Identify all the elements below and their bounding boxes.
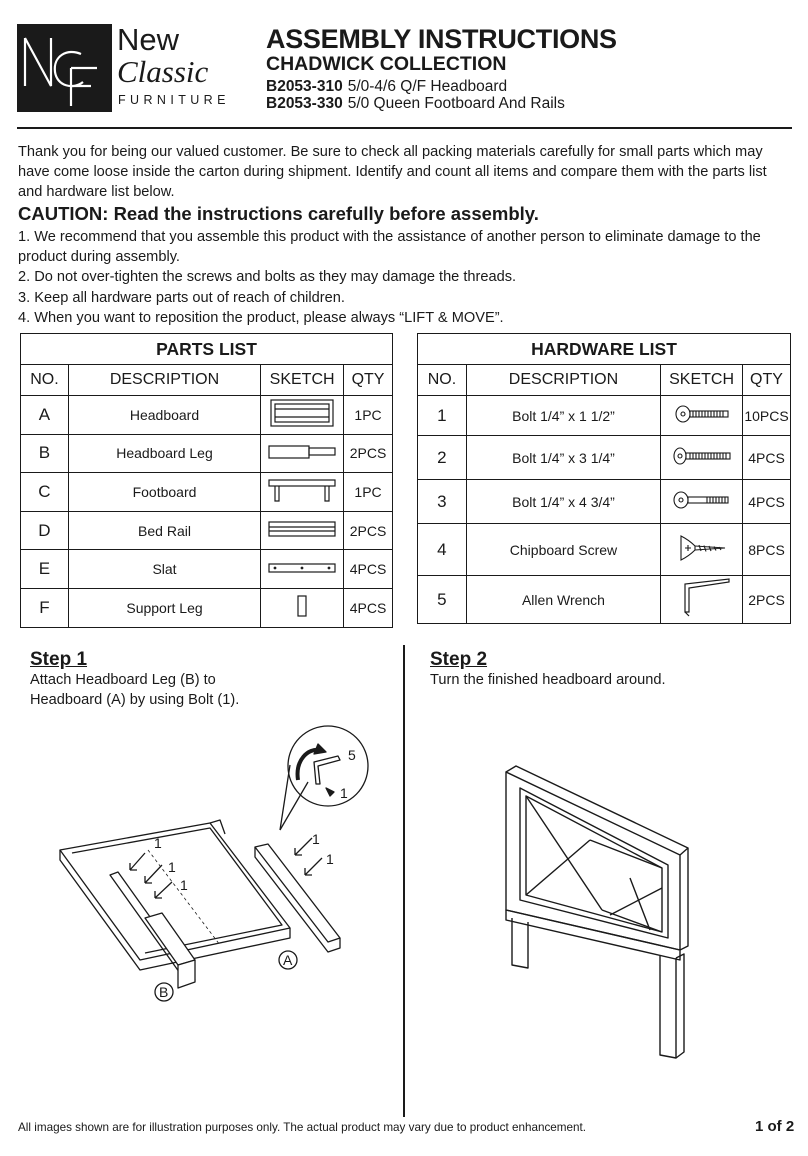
col-header-no: NO.	[21, 365, 69, 396]
part-b-label: B	[159, 984, 169, 1000]
bolt-long-icon	[661, 480, 743, 524]
header-divider	[17, 127, 792, 129]
part-qty: 1PC	[344, 473, 393, 512]
parts-list-title: PARTS LIST	[21, 334, 393, 365]
col-header-sketch: SKETCH	[661, 365, 743, 396]
part-desc: Slat	[68, 550, 260, 589]
step-1-line: Headboard (A) by using Bolt (1).	[30, 692, 240, 708]
ncf-monogram-logo	[17, 24, 112, 112]
rule-item: 4. When you want to reposition the product, please always “LIFT & MOVE”.	[18, 309, 504, 326]
part-a-label: A	[283, 952, 293, 968]
instruction-rules	[18, 227, 793, 328]
part-no: D	[21, 511, 69, 550]
col-header-no: NO.	[418, 365, 467, 396]
bolt-label: 1	[326, 851, 334, 867]
table-row	[21, 434, 393, 473]
col-header-description: DESCRIPTION	[466, 365, 660, 396]
hardware-no: 1	[418, 396, 467, 436]
hardware-desc: Bolt 1/4” x 3 1/4”	[466, 436, 660, 480]
hardware-qty: 8PCS	[742, 524, 790, 576]
model-line-2	[266, 95, 565, 113]
headboard-leg-sketch-icon	[261, 434, 344, 473]
allen-wrench-icon	[661, 576, 743, 624]
rule-item: 3. Keep all hardware parts out of reach of children.	[18, 289, 345, 306]
part-qty: 2PCS	[344, 511, 393, 550]
col-header-qty: QTY	[344, 365, 393, 396]
page-number: 1 of 2	[755, 1118, 795, 1135]
model-code: B2053-310	[266, 78, 343, 95]
hardware-qty: 4PCS	[742, 480, 790, 524]
table-row	[21, 550, 393, 589]
table-row	[418, 396, 791, 436]
footboard-sketch-icon	[261, 473, 344, 512]
part-desc: Footboard	[68, 473, 260, 512]
hardware-no: 5	[418, 576, 467, 624]
step-1-illustration	[50, 720, 400, 1020]
brand-name-classic: Classic	[117, 54, 209, 89]
part-desc: Headboard	[68, 396, 260, 435]
table-row	[418, 524, 791, 576]
part-desc: Headboard Leg	[68, 434, 260, 473]
table-row	[21, 473, 393, 512]
rule-item: 2. Do not over-tighten the screws and bolts as they may damage the threads.	[18, 269, 517, 286]
step-divider	[403, 645, 405, 1117]
hardware-list-table	[417, 333, 791, 624]
model-line-1	[266, 78, 507, 96]
part-no: E	[21, 550, 69, 589]
footer-disclaimer: All images shown are for illustration purposes only. The actual product may vary due to product enhancement.	[18, 1121, 587, 1134]
hardware-no: 3	[418, 480, 467, 524]
brand-name-furniture: FURNITURE	[118, 93, 230, 107]
bolt-label: 1	[154, 835, 162, 851]
hardware-qty: 10PCS	[742, 396, 790, 436]
part-no: C	[21, 473, 69, 512]
hardware-desc: Bolt 1/4” x 4 3/4”	[466, 480, 660, 524]
parts-list-table	[20, 333, 393, 628]
wrench-label: 5	[348, 747, 356, 763]
part-no: F	[21, 588, 69, 627]
col-header-qty: QTY	[742, 365, 790, 396]
part-qty: 4PCS	[344, 588, 393, 627]
bolt-short-icon	[661, 396, 743, 436]
table-row	[21, 396, 393, 435]
bolt-medium-icon	[661, 436, 743, 480]
hardware-no: 2	[418, 436, 467, 480]
col-header-description: DESCRIPTION	[68, 365, 260, 396]
part-no: A	[21, 396, 69, 435]
support-leg-sketch-icon	[261, 588, 344, 627]
hardware-desc: Bolt 1/4” x 1 1/2”	[466, 396, 660, 436]
step-1-title: Step 1	[30, 649, 88, 670]
table-row	[21, 588, 393, 627]
headboard-sketch-icon	[261, 396, 344, 435]
step-2-title: Step 2	[430, 649, 488, 670]
step-2-illustration	[490, 760, 700, 1060]
intro-paragraph: Thank you for being our valued customer. Be sure to check all packing materials carefully for small parts which may have come loose inside the carton during shipment. Identify and count all items and compare them with the parts list and hardware list below.	[18, 144, 767, 200]
step-1-line: Attach Headboard Leg (B) to	[30, 672, 216, 688]
part-qty: 1PC	[344, 396, 393, 435]
part-qty: 4PCS	[344, 550, 393, 589]
document-title: ASSEMBLY INSTRUCTIONS	[266, 24, 617, 54]
chipboard-screw-icon	[661, 524, 743, 576]
hardware-no: 4	[418, 524, 467, 576]
model-code: B2053-330	[266, 95, 343, 112]
model-desc: 5/0-4/6 Q/F Headboard	[347, 78, 508, 95]
hardware-list-title: HARDWARE LIST	[418, 334, 791, 365]
part-no: B	[21, 434, 69, 473]
bolt-label: 1	[168, 859, 176, 875]
collection-name: CHADWICK COLLECTION	[266, 53, 507, 75]
hardware-qty: 4PCS	[742, 436, 790, 480]
part-qty: 2PCS	[344, 434, 393, 473]
table-row	[418, 436, 791, 480]
hardware-qty: 2PCS	[742, 576, 790, 624]
bolt-label: 1	[340, 785, 348, 801]
bed-rail-sketch-icon	[261, 511, 344, 550]
brand-name-new: New	[117, 22, 180, 57]
bolt-label: 1	[312, 831, 320, 847]
part-desc: Support Leg	[68, 588, 260, 627]
slat-sketch-icon	[261, 550, 344, 589]
model-desc: 5/0 Queen Footboard And Rails	[347, 95, 565, 112]
col-header-sketch: SKETCH	[261, 365, 344, 396]
table-row	[418, 576, 791, 624]
caution-heading: CAUTION: Read the instructions carefully before assembly.	[18, 203, 539, 224]
rule-item: 1. We recommend that you assemble this product with the assistance of another person to eliminate damage to the product during assembly.	[18, 229, 761, 266]
hardware-desc: Allen Wrench	[466, 576, 660, 624]
table-row	[21, 511, 393, 550]
bolt-label: 1	[180, 877, 188, 893]
part-desc: Bed Rail	[68, 511, 260, 550]
table-row	[418, 480, 791, 524]
hardware-desc: Chipboard Screw	[466, 524, 660, 576]
step-2-text: Turn the finished headboard around.	[430, 672, 666, 688]
step-1-text	[30, 670, 239, 710]
